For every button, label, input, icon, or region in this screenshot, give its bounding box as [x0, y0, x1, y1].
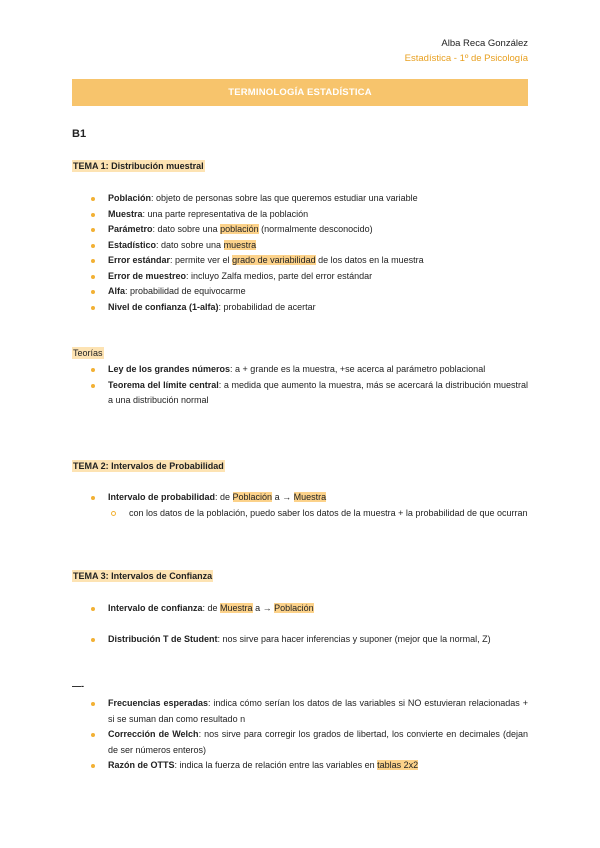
- term: Población: [108, 193, 152, 203]
- block-label: B1: [72, 128, 87, 140]
- title-banner: TERMINOLOGÍA ESTADÍSTICA: [72, 79, 528, 106]
- list-item: [91, 207, 528, 223]
- term: Estadístico: [108, 239, 157, 250]
- highlight-poblacion: Población: [232, 492, 273, 502]
- hollow-bullet-icon: [111, 511, 116, 516]
- highlight-poblacion: Población: [274, 603, 314, 613]
- list-item: [91, 601, 528, 617]
- bullet-icon: [91, 213, 95, 217]
- bullet-icon: [91, 702, 95, 706]
- bullet-icon: [91, 228, 95, 232]
- term: Error estándar: [108, 255, 171, 265]
- bullet-icon: [91, 384, 95, 388]
- term: Error de muestreo: [108, 270, 187, 281]
- highlight: grado de variabilidad: [232, 255, 316, 265]
- term: Intervalo de probabilidad: [108, 492, 216, 502]
- list-item: [91, 727, 528, 758]
- bullet-icon: [91, 764, 95, 768]
- definition: : a medida que aumento la muestra, más se acercará la distribución muestral a una distribución normal: [108, 379, 529, 405]
- list-item: [91, 696, 528, 727]
- term: Parámetro: [108, 224, 153, 234]
- tema3-list-2: [91, 632, 528, 648]
- bullet-icon: [91, 290, 95, 294]
- definition: : probabilidad de equivocarme: [125, 286, 246, 296]
- tema1-heading-text: TEMA 1: Distribución muestral: [73, 161, 204, 171]
- bullet-icon: [91, 638, 95, 642]
- term: Teorema del límite central: [108, 379, 219, 390]
- bullet-icon: [91, 368, 95, 372]
- tema1-list: [91, 191, 528, 315]
- term: Ley de los grandes números: [108, 364, 231, 374]
- list-item: [91, 378, 528, 409]
- term: Distribución T de Student: [108, 634, 218, 644]
- list-item: [91, 269, 528, 285]
- highlight-muestra: Muestra: [293, 492, 327, 502]
- list-item: [91, 253, 528, 269]
- definition-pre: : permite ver el: [170, 255, 233, 265]
- bullet-icon: [91, 733, 95, 737]
- bullet-icon: [91, 496, 95, 500]
- list-item: [91, 222, 528, 238]
- tema2-heading: [72, 461, 225, 471]
- list-item: [91, 362, 528, 378]
- definition: : indica cómo serían los datos de las variables si NO estuvieran relacionadas + si se suman dan como resultado n: [108, 698, 528, 724]
- tema2-list: [91, 490, 528, 521]
- highlight: población: [220, 224, 259, 234]
- bullet-icon: [91, 275, 95, 279]
- extra-list: [91, 696, 528, 774]
- section-divider-label: —-: [72, 681, 84, 691]
- tema3-heading: [72, 571, 213, 581]
- arrow-text: a →: [272, 492, 294, 502]
- term: Frecuencias esperadas: [108, 698, 208, 708]
- term: Alfa: [108, 286, 126, 296]
- definition: : incluyo Zalfa medios, parte del error estándar: [186, 270, 373, 281]
- definition: : a + grande es la muestra, +se acerca al parámetro poblacional: [230, 364, 486, 374]
- teorias-heading-text: Teorías: [73, 348, 103, 358]
- teorias-heading: [72, 348, 104, 358]
- bullet-icon: [91, 306, 95, 310]
- definition-pre: : de: [202, 603, 221, 613]
- definition: : nos sirve para corregir los grados de libertad, los convierte en decimales (dejan de ser números enteros): [108, 729, 528, 755]
- teorias-list: [91, 362, 528, 409]
- list-item: [91, 632, 528, 648]
- list-item: [91, 284, 528, 300]
- definition-pre: : dato sobre una: [156, 239, 224, 250]
- definition-pre: : dato sobre una: [152, 224, 221, 234]
- definition-post: de los datos en la muestra: [315, 255, 424, 265]
- bullet-icon: [91, 197, 95, 201]
- term: Nivel de confianza (1-alfa): [108, 301, 219, 312]
- highlight: tablas 2x2: [377, 760, 419, 770]
- definition: : probabilidad de acertar: [218, 301, 316, 312]
- highlight: muestra: [223, 239, 257, 250]
- tema2-heading-text: TEMA 2: Intervalos de Probabilidad: [73, 461, 224, 471]
- list-item: [91, 191, 528, 207]
- definition-post: (normalmente desconocido): [258, 224, 373, 234]
- term: Razón de OTTS: [108, 760, 175, 770]
- tema1-heading: [72, 161, 205, 171]
- tema3-heading-text: TEMA 3: Intervalos de Confianza: [73, 571, 213, 581]
- course-subtitle: Estadística - 1º de Psicología: [404, 53, 528, 64]
- term: Intervalo de confianza: [108, 603, 203, 613]
- definition: : objeto de personas sobre las que queremos estudiar una variable: [151, 193, 418, 203]
- term: Corrección de Welch: [108, 729, 199, 739]
- list-item: [91, 238, 528, 254]
- arrow-text: a →: [252, 603, 275, 613]
- list-item: [91, 490, 528, 506]
- definition: : nos sirve para hacer inferencias y suponer (mejor que la normal, Z): [217, 634, 491, 644]
- sub-text: con los datos de la población, puedo saber los datos de la muestra + la probabilidad de que ocurran: [129, 507, 528, 518]
- author-name: Alba Reca González: [441, 38, 528, 49]
- definition-pre: : de: [215, 492, 233, 502]
- list-item: [91, 300, 528, 316]
- term: Muestra: [108, 208, 143, 219]
- bullet-icon: [91, 259, 95, 263]
- highlight-muestra: Muestra: [220, 603, 253, 613]
- bullet-icon: [91, 607, 95, 611]
- list-item: [91, 758, 528, 774]
- tema3-list-1: [91, 601, 528, 617]
- definition: : una parte representativa de la población: [142, 208, 309, 219]
- sub-list-item: [91, 506, 528, 522]
- bullet-icon: [91, 244, 95, 248]
- definition-pre: : indica la fuerza de relación entre las variables en: [174, 760, 378, 770]
